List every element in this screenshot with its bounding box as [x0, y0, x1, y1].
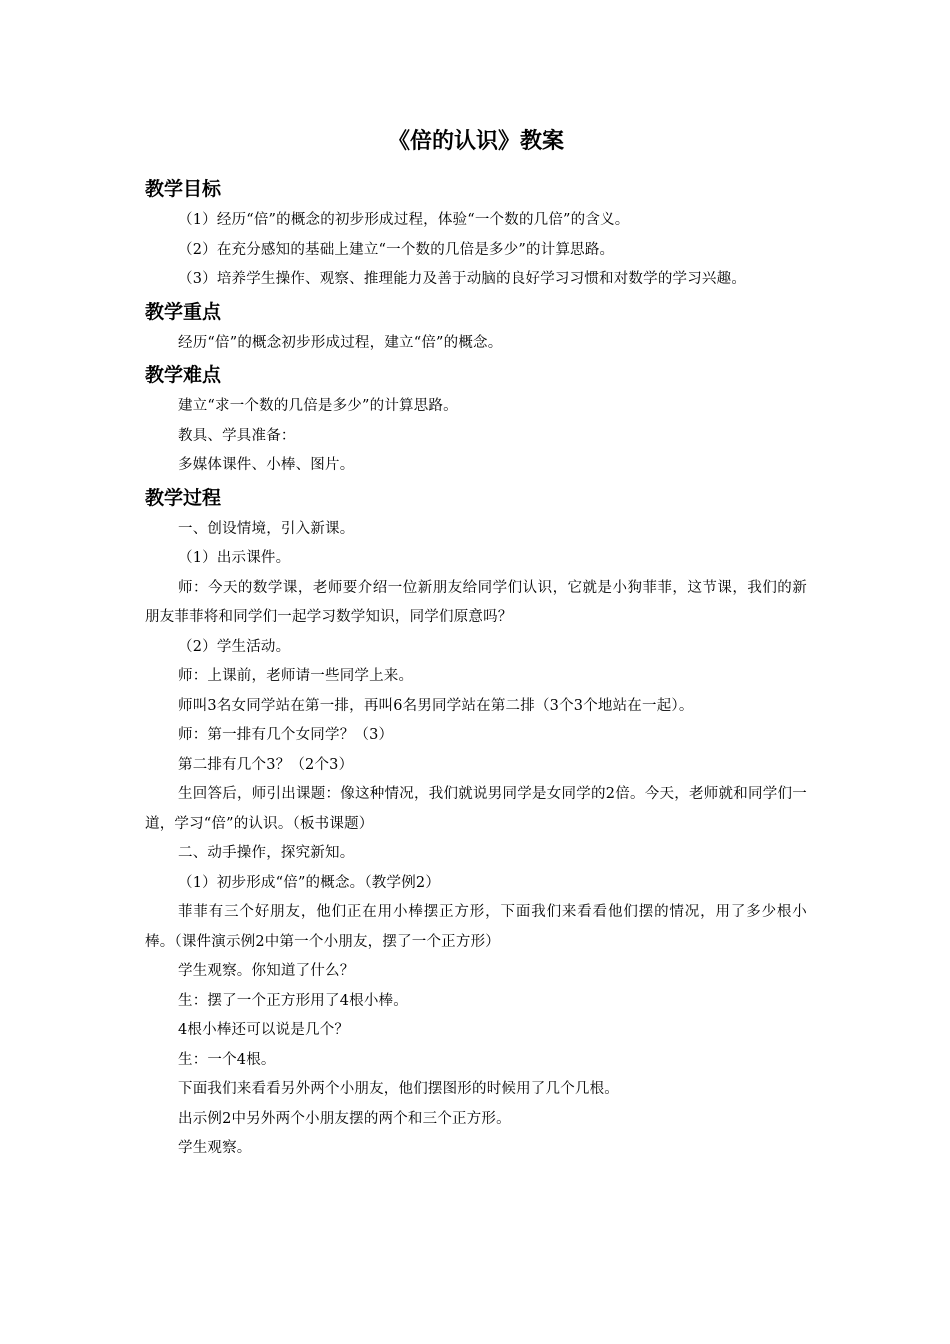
paragraph: 生回答后，师引出课题：像这种情况，我们就说男同学是女同学的2倍。今天，老师就和同学们一道，学习“倍”的认识。（板书课题）	[145, 786, 807, 832]
paragraph: 师叫3名女同学站在第一排，再叫6名男同学站在第二排（3个3个地站在一起）。	[178, 697, 694, 714]
paragraph: （1）出示课件。	[178, 550, 291, 566]
section-teaching-goals	[145, 172, 807, 295]
paragraph: （1）经历“倍”的概念的初步形成过程，体验“一个数的几倍”的含义。	[178, 212, 630, 228]
paragraph: 建立“求一个数的几倍是多少”的计算思路。	[178, 398, 458, 414]
paragraph: 第二排有几个3？（2个3）	[178, 756, 354, 773]
paragraph: 教具、学具准备：	[178, 427, 296, 444]
paragraph: 下面我们来看看另外两个小朋友，他们摆图形的时候用了几个几根。	[178, 1081, 619, 1097]
paragraph: 学生观察。你知道了什么？	[178, 963, 355, 979]
paragraph: 一、创设情境，引入新课。	[178, 520, 355, 537]
paragraph: 多媒体课件、小棒、图片。	[178, 457, 355, 473]
paragraph: 4根小棒还可以说是几个？	[178, 1022, 350, 1038]
section-heading: 教学目标	[145, 178, 222, 200]
paragraph: （3）培养学生操作、观察、推理能力及善于动脑的良好学习习惯和对数学的学习兴趣。	[178, 271, 747, 287]
document-title: 《倍的认识》教案	[387, 129, 564, 154]
section-teaching-process	[145, 481, 807, 1164]
paragraph: 生：一个4根。	[178, 1051, 276, 1068]
section-heading: 教学过程	[145, 486, 222, 509]
paragraph: 师：今天的数学课，老师要介绍一位新朋友给同学们认识，它就是小狗菲菲，这节课，我们的新朋友菲菲将和同学们一起学习数学知识，同学们原意吗？	[145, 579, 807, 625]
paragraph: （2）学生活动。	[178, 638, 291, 655]
section-heading: 教学难点	[145, 364, 222, 386]
paragraph: 师：上课前，老师请一些同学上来。	[178, 668, 414, 684]
section-difficulties	[145, 358, 807, 481]
paragraph: （1）初步形成“倍”的概念。（教学例2）	[178, 874, 441, 891]
paragraph: 菲菲有三个好朋友，他们正在用小棒摆正方形，下面我们来看看他们摆的情况，用了多少根小棒。（课件演示例2中第一个小朋友，摆了一个正方形）	[145, 904, 807, 950]
paragraph: 经历“倍”的概念初步形成过程，建立“倍”的概念。	[178, 334, 503, 351]
paragraph: 二、动手操作，探究新知。	[178, 845, 355, 861]
section-key-points	[145, 295, 807, 359]
paragraph: 出示例2中另外两个小朋友摆的两个和三个正方形。	[178, 1110, 511, 1127]
paragraph: 学生观察。	[178, 1140, 252, 1156]
paragraph: （2）在充分感知的基础上建立“一个数的几倍是多少”的计算思路。	[178, 241, 615, 258]
document-page	[145, 118, 807, 1164]
section-heading: 教学重点	[145, 300, 222, 323]
paragraph: 师：第一排有几个女同学？（3）	[178, 727, 394, 743]
paragraph: 生：摆了一个正方形用了4根小棒。	[178, 992, 408, 1009]
